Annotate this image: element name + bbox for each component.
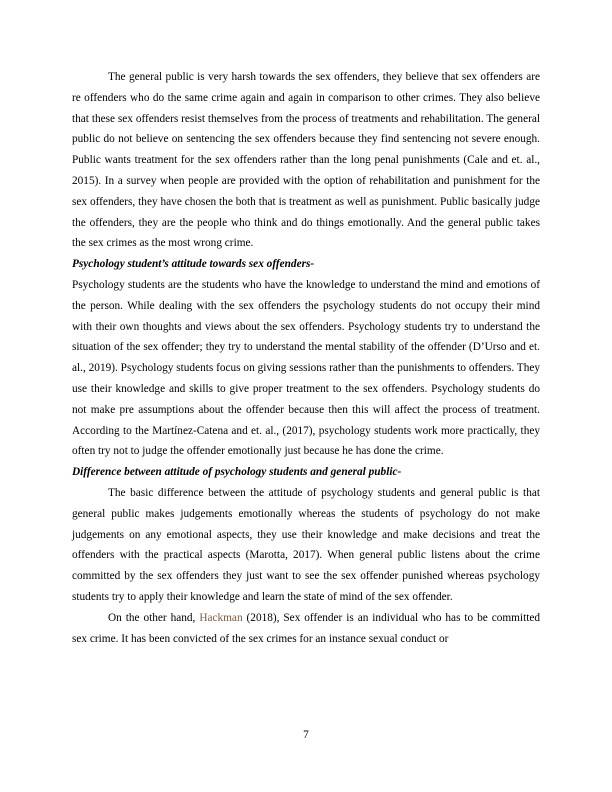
paragraph-other-hand-rest: (2018), Sex offender is an individual who has to be committed sex crime. It has been convicted of the sex crimes for an instance sexual conduct or — [72, 611, 541, 645]
paragraph-other-hand-start: On the other hand, — [108, 611, 200, 624]
heading-difference-in-attitude: Difference between attitude of psychology students and general public- — [72, 466, 402, 479]
paragraph-difference: The basic difference between the attitude of psychology students and general public is that general public makes judgements emotionally whereas the students of psychology do not make judgements on any emotional aspects, they use their knowledge and make decisions and treat the offenders with the practical aspects (Marotta, 2017). When general public listens about the crime committed by the sex offenders they just want to see the sex offender punished whereas psychology students try to apply their knowledge and learn the state of mind of the sex offender. — [72, 486, 540, 603]
paragraph-public-attitude: The general public is very harsh towards the sex offenders, they believe that sex offenders are re offenders who do the same crime again and again in comparison to other crimes. They also believe that these sex offenders resist themselves from the process of treatments and rehabilitation. The general public do not believe on sentencing the sex offenders because they find sentencing not severe enough. Public wants treatment for the sex offenders rather than the long penal punishments (Cale and et. al., 2015). In a survey when people are provided with the option of rehabilitation and punishment for the sex offenders, they have chosen the both that is treatment as well as punishment. Public basically judge the offenders, they are the people who think and do things emotionally. And the general public takes the sex crimes as the most wrong crime. — [72, 71, 540, 250]
citation-hackman: Hackman — [199, 611, 243, 624]
heading-psychology-students-attitude: Psychology student’s attitude towards sex offenders- — [72, 258, 315, 271]
paragraph-psychology-students: Psychology students are the students who have the knowledge to understand the mind and emotions of the person. While dealing with the sex offenders the psychology students do not occupy their mind with their own thoughts and views about the sex offenders. Psychology students try to understand the situation of the sex offender; they try to understand the mental stability of the offender (D’Urso and et. al., 2019). Psychology students focus on giving sessions rather than the punishments to offenders. They use their knowledge and skills to give proper treatment to the sex offenders. Psychology students do not make pre assumptions about the offender because then this will affect the process of treatment. According to the Martínez-Catena and et. al., (2017), psychology students work more practically, they often try not to judge the offender emotionally just because he has done the crime. — [72, 278, 540, 458]
page-number: 7 — [303, 729, 309, 741]
document-page — [72, 67, 540, 649]
paragraph-other-hand — [72, 608, 540, 650]
